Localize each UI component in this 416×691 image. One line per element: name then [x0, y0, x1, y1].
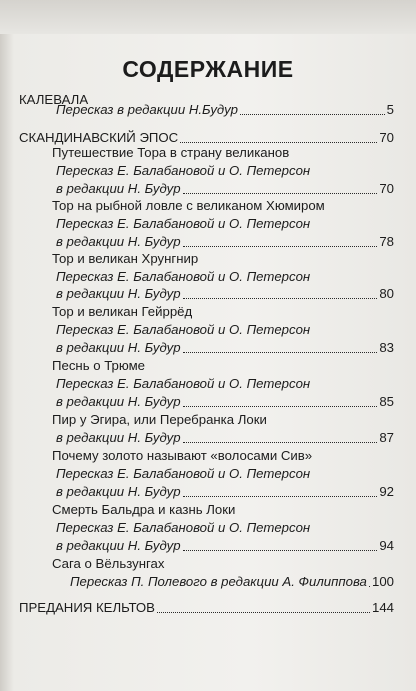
toc-credit [56, 320, 394, 338]
toc-credit [56, 267, 394, 285]
toc-page-number: 70 [379, 130, 394, 145]
toc-page-number: 85 [379, 394, 394, 409]
toc-credit [56, 374, 394, 392]
toc-page-number: 70 [379, 181, 394, 196]
toc-text: в редакции Н. Будур [56, 340, 181, 355]
toc-leader-dots [183, 352, 378, 353]
toc-section [19, 598, 394, 616]
bleed-through-area [0, 0, 416, 34]
toc-page-number: 80 [379, 286, 394, 301]
toc-entry [52, 196, 394, 214]
toc-text: в редакции Н. Будур [56, 181, 181, 196]
toc-credit [70, 572, 394, 590]
toc-page-number: 5 [386, 102, 394, 117]
toc-text: Пересказ Е. Балабановой и О. Петерсон [56, 322, 311, 337]
toc-text: Почему золото называют «волосами Сив» [52, 448, 313, 463]
toc-page-number: 92 [379, 484, 394, 499]
toc-entry [52, 249, 394, 267]
toc-text: в редакции Н. Будур [56, 234, 181, 249]
toc-credit [56, 338, 394, 356]
toc-entry [52, 500, 394, 518]
toc-entry [52, 554, 394, 572]
toc-leader-dots [183, 193, 378, 194]
toc-credit [56, 214, 394, 232]
toc-text: Пересказ Е. Балабановой и О. Петерсон [56, 163, 311, 178]
toc-leader-dots [183, 406, 378, 407]
toc-text: в редакции Н. Будур [56, 286, 181, 301]
toc-text: в редакции Н. Будур [56, 430, 181, 445]
toc-text: Сага о Вёльзунгах [52, 556, 165, 571]
toc-text: Пир у Эгира, или Перебранка Локи [52, 412, 267, 427]
toc-leader-dots [183, 298, 378, 299]
toc-credit [56, 464, 394, 482]
toc-credit [56, 232, 394, 250]
toc-page-number: 94 [379, 538, 394, 553]
toc-entry [52, 356, 394, 374]
toc-page-number: 83 [379, 340, 394, 355]
toc-leader-dots [183, 442, 378, 443]
toc-page-number: 78 [379, 234, 394, 249]
toc-text: в редакции Н. Будур [56, 538, 181, 553]
toc-text: ПРЕДАНИЯ КЕЛЬТОВ [19, 600, 155, 615]
toc-text: Пересказ Е. Балабановой и О. Петерсон [56, 466, 311, 481]
toc-text: Пересказ в редакции Н.Будур [56, 102, 239, 117]
toc-leader-dots [240, 114, 385, 115]
toc-text: в редакции Н. Будур [56, 394, 181, 409]
toc-entry [52, 302, 394, 320]
toc-leader-dots [157, 612, 370, 613]
toc-text: Смерть Бальдра и казнь Локи [52, 502, 236, 517]
toc-credit [56, 536, 394, 554]
toc-leader-dots [183, 550, 378, 551]
page-title: СОДЕРЖАНИЕ [122, 56, 294, 82]
toc-text: Тор на рыбной ловле с великаном Хюмиром [52, 198, 325, 213]
toc-entry [52, 446, 394, 464]
toc-text: Пересказ Е. Балабановой и О. Петерсон [56, 216, 311, 231]
toc-credit [56, 482, 394, 500]
toc-text: Пересказ Е. Балабановой и О. Петерсон [56, 376, 311, 391]
toc-text: Пересказ Е. Балабановой и О. Петерсон [56, 520, 311, 535]
toc-credit [56, 284, 394, 302]
toc-leader-dots [183, 496, 378, 497]
toc-text: Песнь о Трюме [52, 358, 146, 373]
toc-leader-dots [183, 246, 378, 247]
toc-credit [56, 100, 394, 118]
toc-text: Тор и великан Гейррёд [52, 304, 193, 319]
toc-page-number: 87 [379, 430, 394, 445]
toc-credit [56, 428, 394, 446]
toc-credit [56, 161, 394, 179]
toc-credit [56, 392, 394, 410]
toc-entry [52, 410, 394, 428]
toc-leader-dots [369, 586, 370, 587]
toc-text: Пересказ П. Полевого в редакции А. Филиппова [70, 574, 367, 589]
toc-page-number: 100 [371, 574, 394, 589]
toc-credit [56, 518, 394, 536]
toc-text: Пересказ Е. Балабановой и О. Петерсон [56, 269, 311, 284]
toc-text: Путешествие Тора в страну великанов [52, 145, 290, 160]
toc-text: СКАНДИНАВСКИЙ ЭПОС [19, 130, 179, 145]
toc-page-number: 144 [371, 600, 394, 615]
toc-entry [52, 143, 394, 161]
toc-credit [56, 179, 394, 197]
toc-text: в редакции Н. Будур [56, 484, 181, 499]
toc-text: Тор и великан Хрунгнир [52, 251, 199, 266]
toc-text: КАЛЕВАЛА [19, 92, 89, 107]
